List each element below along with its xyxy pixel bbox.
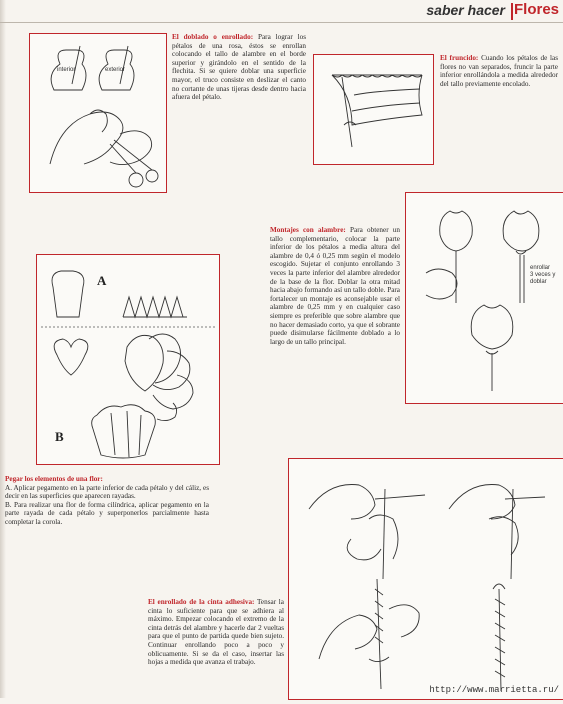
label-exterior: exterior [105, 67, 126, 73]
cinta-body: Tensar la cinta lo suficiente para que se adhiera al máximo. Empezar colocando el extremo de la cinta detrás del alambre y hacerle dar 2 vueltas para que el punto de partida quede bien sujeto. Continuar enrollando poco a poco y oblicuamente. Si se da el caso, insertar las hojas a medida que avanza el trabajo. [148, 598, 284, 667]
fruncido-illustration [314, 55, 433, 164]
header-rule [0, 22, 563, 23]
watermark-url: http://www.marrietta.ru/ [429, 685, 559, 695]
montajes-illustration-box [405, 192, 563, 404]
montajes-illustration [406, 193, 563, 403]
doblado-illustration [30, 34, 166, 192]
montajes-text [270, 226, 400, 346]
montajes-body: Para obtener un tallo complementario, colocar la parte inferior de los pétalos a media altura del alambre de 0,4 ó 0,25 mm según el modelo escogido. Sujetar el conjunto enrollando 3 veces la parte inferior del alambre alrededor de la base de la flor. Doblar la otra mitad hacia abajo formando así un tallo doble. Para fortalecer un montaje es aconsejable usar el alambre de 0,25 mm y en cualquier caso siempre es preferible que sobre alambre que no hacer demasiado corto, ya que el sobrante puede disimularse fácilmente doblado a lo largo de un tallo principal. [270, 226, 400, 346]
doblado-body: Para lograr los pétalos de una rosa, éstos se enrollan colocando el tallo de alambre en el borde superior y girándolo en el sentido de la flechita. Si se quiere doblar una superficie mayor, el truco consiste en deslizar el canto no cortante de unas tijeras desde dentro hacia afuera del pétalo. [172, 33, 307, 102]
fruncido-title: El fruncido: [440, 54, 479, 62]
doblado-illustration-box [29, 33, 167, 193]
montajes-title: Montajes con alambre: [270, 226, 346, 234]
pegar-text [5, 475, 209, 527]
pegar-illustration [37, 255, 219, 464]
label-enrollar: enrollar 3 veces y doblar [530, 265, 556, 285]
doblado-text [172, 33, 306, 102]
header-topic-title: Flores [513, 1, 559, 18]
label-interior: interior [57, 67, 76, 73]
pegar-body-b: B. Para realizar una flor de forma cilíndrica, aplicar pegamento en la parte rayada de cada pétalo y superponerlos parcialmente hasta completar la corola. [5, 500, 209, 526]
fruncido-body: Cuando los pétalos de las flores no van separados, fruncir la parte inferior enrollándola a medida alrededor del tallo previamente encolado. [440, 54, 559, 88]
cinta-title: El enrollado de la cinta adhesiva: [148, 598, 255, 606]
doblado-title: El doblado o enrollado: [172, 33, 254, 41]
header-section-title: saber hacer [426, 2, 505, 18]
cinta-text [148, 598, 284, 667]
header-separator [511, 3, 513, 20]
pegar-body-a: A. Aplicar pegamento en la parte inferior de cada pétalo y del cáliz, es decir en las superficies que aparecen rayadas. [5, 483, 209, 501]
page-spine-shadow [0, 0, 6, 698]
fruncido-illustration-box [313, 54, 434, 165]
letter-a: A [97, 273, 107, 288]
cinta-illustration-box [288, 458, 563, 700]
pegar-illustration-box [36, 254, 220, 465]
fruncido-text [440, 54, 558, 88]
letter-b: B [55, 429, 64, 444]
pegar-title: Pegar los elementos de una flor: [5, 475, 103, 483]
cinta-illustration [289, 459, 563, 699]
